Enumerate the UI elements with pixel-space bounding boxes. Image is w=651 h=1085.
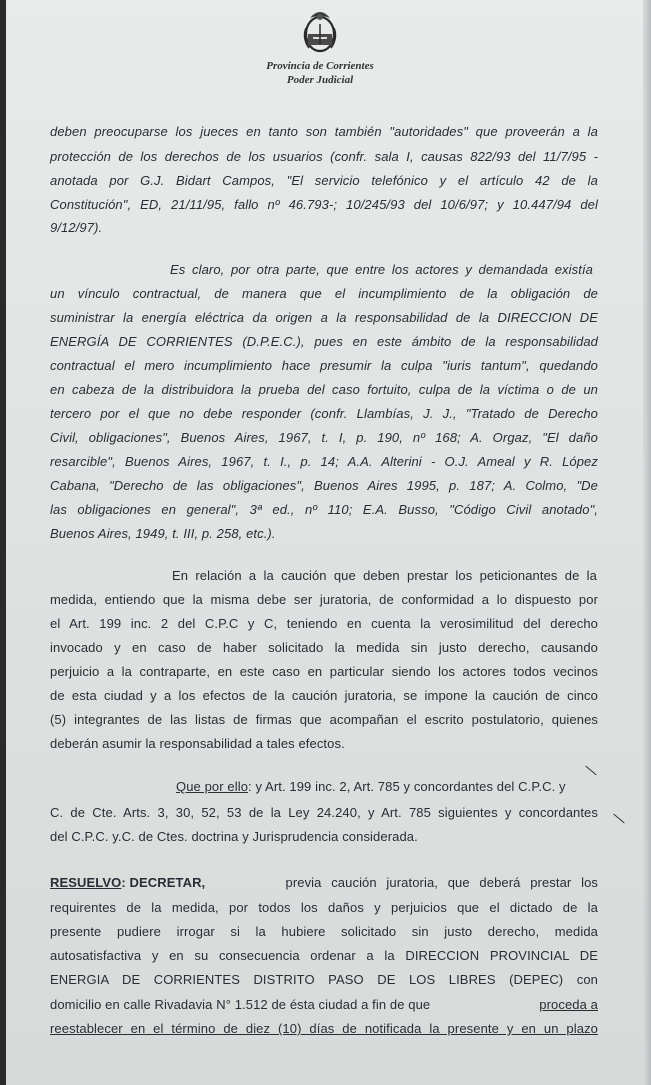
paragraph-line: ENERGÍA DE CORRIENTES (D.P.E.C.), pues en este ámbito de la responsabilidad xyxy=(50,334,598,349)
paragraph-line: medida, entiendo que la misma debe ser juratoria, de conformidad a lo dispuesto por xyxy=(50,592,598,607)
header-province: Provincia de Corrientes xyxy=(266,60,374,72)
header-court: Poder Judicial xyxy=(286,74,354,86)
resuelvo-heading: RESUELVO xyxy=(50,875,122,890)
paragraph-line xyxy=(176,778,597,796)
paragraph-line: del C.P.C. y.C. de Ctes. doctrina y Jurisprudencia considerada. xyxy=(50,829,418,844)
paragraph-line: las obligaciones en general", 3ª ed., nº 110; E.A. Busso, "Código Civil anotado", xyxy=(50,502,598,517)
paragraph-line: un vínculo contractual, de manera que el incumplimiento de la obligación de xyxy=(50,286,598,301)
paragraph-line: Civil, obligaciones", Buenos Aires, 1967, t. I, p. 190, nº 168; A. Orgaz, "El daño xyxy=(50,430,598,445)
paragraph-line: el Art. 199 inc. 2 del C.P.C y C, teniendo en cuenta la verosimilitud del derecho xyxy=(50,616,598,631)
paragraph-line: anotada por G.J. Bidart Campos, "El servicio telefónico y el artículo 42 de la xyxy=(50,173,598,188)
que-por-ello-underlined: Que por ello xyxy=(176,779,249,794)
paragraph-line: Buenos Aires, 1949, t. III, p. 258, etc.). xyxy=(50,526,276,541)
paragraph-line: presente pudiere irrogar si la hubiere solicitado sin justo derecho, medida xyxy=(50,924,598,939)
paragraph-line: de esta ciudad y a los efectos de la caución juratoria, se impone la caución de cinco xyxy=(50,688,598,703)
paragraph-line: (5) integrantes de las listas de firmas que acompañan el escrito postulatorio, quienes xyxy=(50,712,598,727)
coat-of-arms-seal xyxy=(301,8,339,54)
paragraph-line: protección de los derechos de los usuarios (confr. sala I, causas 822/93 del 11/7/95 - xyxy=(50,149,598,164)
paragraph-line: invocado y en caso de haber solicitado la medida sin justo derecho, causando xyxy=(50,640,598,655)
paragraph-line: contractual el mero incumplimiento hace presumir la culpa "iuris tantum", quedando xyxy=(50,358,598,373)
paragraph-text: : y Art. 199 inc. 2, Art. 785 y concordantes del C.P.C. y xyxy=(248,779,566,794)
paragraph-line: En relación a la caución que deben prestar los peticionantes de la xyxy=(172,568,597,583)
page-shadow-edge xyxy=(0,0,6,1085)
paragraph-line: autosatisfactiva y en su consecuencia ordenar a la DIRECCION PROVINCIAL DE xyxy=(50,948,598,963)
paragraph-line xyxy=(50,874,598,892)
paragraph-line: perjuicio a la contraparte, en este caso en particular siendo los actores todos vecinos xyxy=(50,664,598,679)
order-underlined: proceda a xyxy=(539,997,598,1012)
paragraph-line: Constitución", ED, 21/11/95, fallo nº 46.793-; 10/245/93 del 10/6/97; y 10.447/94 del xyxy=(50,197,598,212)
paragraph-line: Es claro, por otra parte, que entre los actores y demandada existía xyxy=(170,262,593,277)
paragraph-line: C. de Cte. Arts. 3, 30, 52, 53 de la Ley 24.240, y Art. 785 siguientes y concordantes xyxy=(50,805,598,820)
paragraph-line: deben preocuparse los jueces en tanto son también "autoridades" que proveerán a la xyxy=(50,124,598,139)
paragraph-line: ENERGIA DE CORRIENTES DISTRITO PASO DE LOS LIBRES (DEPEC) con xyxy=(50,972,598,987)
paragraph-line: en cabeza de la distribuidora la prueba del caso fortuito, culpa de la víctima o de un xyxy=(50,382,598,397)
paragraph-text: previa caución juratoria, que deberá prestar los xyxy=(285,875,598,890)
paragraph-line: suministrar la energía eléctrica da origen a la responsabilidad de la DIRECCION DE xyxy=(50,310,598,325)
paragraph-line: 9/12/97). xyxy=(50,220,103,235)
decretar-keyword: : DECRETAR, xyxy=(121,875,206,890)
page-right-edge xyxy=(643,0,651,1085)
paragraph-line: resarcible", Buenos Aires, 1967, t. I., p. 14; A.A. Alterini - O.J. Ameal y R. López xyxy=(50,454,598,469)
paragraph-line: Cabana, "Derecho de las obligaciones", Buenos Aires 1995, p. 187; A. Colmo, "De xyxy=(50,478,598,493)
paragraph-line: tercero por el que no debe responder (confr. Llambías, J. J., "Tratado de Derecho xyxy=(50,406,598,421)
paragraph-text: domicilio en calle Rivadavia N° 1.512 de ésta ciudad a fin de que xyxy=(50,997,431,1012)
paragraph-line: deberán asumir la responsabilidad a tales efectos. xyxy=(50,736,345,751)
order-underlined-line: reestablecer en el término de diez (10) días de notificada la presente y en un plazo xyxy=(50,1021,598,1036)
paragraph-line xyxy=(50,996,598,1014)
paragraph-line: requirentes de la medida, por todos los daños y perjuicios que el dictado de la xyxy=(50,900,598,915)
